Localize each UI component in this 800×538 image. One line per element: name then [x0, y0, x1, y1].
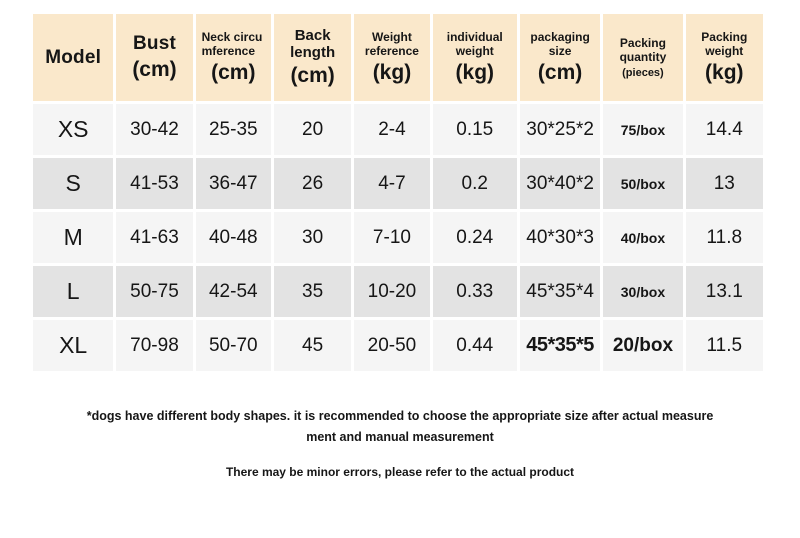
header-bust-unit: (cm)	[132, 58, 177, 81]
cell-neck: 36-47	[196, 158, 271, 209]
table-row-xs	[33, 104, 763, 155]
cell-packaging-size: 45*35*5	[520, 320, 600, 371]
header-bust	[116, 14, 192, 101]
header-individual-weight-unit: (kg)	[455, 61, 495, 85]
cell-packing-quantity: 50/box	[603, 158, 682, 209]
cell-neck: 40-48	[196, 212, 271, 263]
cell-individual-weight: 0.44	[433, 320, 517, 371]
header-back-length-unit: (cm)	[290, 64, 335, 87]
size-chart-page	[0, 11, 800, 538]
cell-packing-quantity: 30/box	[603, 266, 682, 317]
cell-packaging-size: 40*30*3	[520, 212, 600, 263]
header-weight-reference-label: Weight reference	[364, 29, 419, 58]
header-packing-weight-unit: (kg)	[705, 61, 744, 85]
table-row-l	[33, 266, 763, 317]
header-model	[33, 14, 113, 101]
cell-packaging-size: 30*40*2	[520, 158, 600, 209]
header-back-length	[274, 14, 351, 101]
cell-model: S	[33, 158, 113, 209]
header-weight-reference	[354, 14, 429, 101]
header-neck-circumference	[196, 14, 271, 101]
table-row-xl	[33, 320, 763, 371]
cell-packing-quantity: 20/box	[603, 320, 682, 371]
header-packaging-size	[520, 14, 600, 101]
cell-model: M	[33, 212, 113, 263]
header-individual-weight	[433, 14, 517, 101]
header-packing-quantity-label: Packing quantity	[619, 35, 667, 64]
cell-bust: 41-53	[116, 158, 192, 209]
cell-model: XL	[33, 320, 113, 371]
cell-bust: 30-42	[116, 104, 192, 155]
cell-weight-reference: 4-7	[354, 158, 429, 209]
cell-back-length: 45	[274, 320, 351, 371]
cell-neck: 50-70	[196, 320, 271, 371]
cell-weight-reference: 7-10	[354, 212, 429, 263]
cell-neck: 25-35	[196, 104, 271, 155]
header-bust-label: Bust	[132, 33, 176, 54]
cell-individual-weight: 0.24	[433, 212, 517, 263]
header-neck-label: Neck circumference	[201, 29, 263, 58]
cell-back-length: 20	[274, 104, 351, 155]
header-row	[33, 14, 763, 101]
cell-packaging-size: 45*35*4	[520, 266, 600, 317]
cell-packing-weight: 11.8	[686, 212, 763, 263]
cell-packing-weight: 11.5	[686, 320, 763, 371]
cell-individual-weight: 0.2	[433, 158, 517, 209]
cell-packing-weight: 13	[686, 158, 763, 209]
header-back-length-label: Back length	[290, 27, 336, 61]
cell-weight-reference: 2-4	[354, 104, 429, 155]
footnote-minor-errors: There may be minor errors, please refer to the actual product	[225, 465, 575, 480]
footnotes	[0, 406, 800, 482]
header-packing-quantity	[603, 14, 682, 101]
header-packaging-size-unit: (cm)	[537, 61, 583, 85]
size-chart-table	[30, 11, 766, 374]
header-packing-weight	[686, 14, 763, 101]
header-packing-quantity-unit: (pieces)	[622, 67, 664, 80]
cell-bust: 50-75	[116, 266, 192, 317]
header-packing-weight-label: Packing weight	[701, 29, 748, 58]
cell-packing-weight: 14.4	[686, 104, 763, 155]
cell-packing-quantity: 75/box	[603, 104, 682, 155]
footnote-sizing-advice: *dogs have different body shapes. it is recommended to choose the appropriate size after actual measurement and manual measurement	[86, 409, 714, 444]
cell-model: XS	[33, 104, 113, 155]
cell-individual-weight: 0.33	[433, 266, 517, 317]
header-neck-unit: (cm)	[211, 61, 256, 85]
header-model-label: Model	[45, 46, 102, 68]
table-row-s	[33, 158, 763, 209]
cell-packaging-size: 30*25*2	[520, 104, 600, 155]
cell-weight-reference: 10-20	[354, 266, 429, 317]
cell-packing-quantity: 40/box	[603, 212, 682, 263]
cell-back-length: 35	[274, 266, 351, 317]
cell-individual-weight: 0.15	[433, 104, 517, 155]
table-row-m	[33, 212, 763, 263]
header-weight-reference-unit: (kg)	[372, 61, 412, 85]
header-packaging-size-label: packaging size	[530, 29, 590, 58]
cell-packing-weight: 13.1	[686, 266, 763, 317]
cell-weight-reference: 20-50	[354, 320, 429, 371]
cell-neck: 42-54	[196, 266, 271, 317]
cell-model: L	[33, 266, 113, 317]
cell-back-length: 26	[274, 158, 351, 209]
cell-bust: 70-98	[116, 320, 192, 371]
header-individual-weight-label: individual weight	[446, 29, 503, 58]
cell-bust: 41-63	[116, 212, 192, 263]
cell-back-length: 30	[274, 212, 351, 263]
